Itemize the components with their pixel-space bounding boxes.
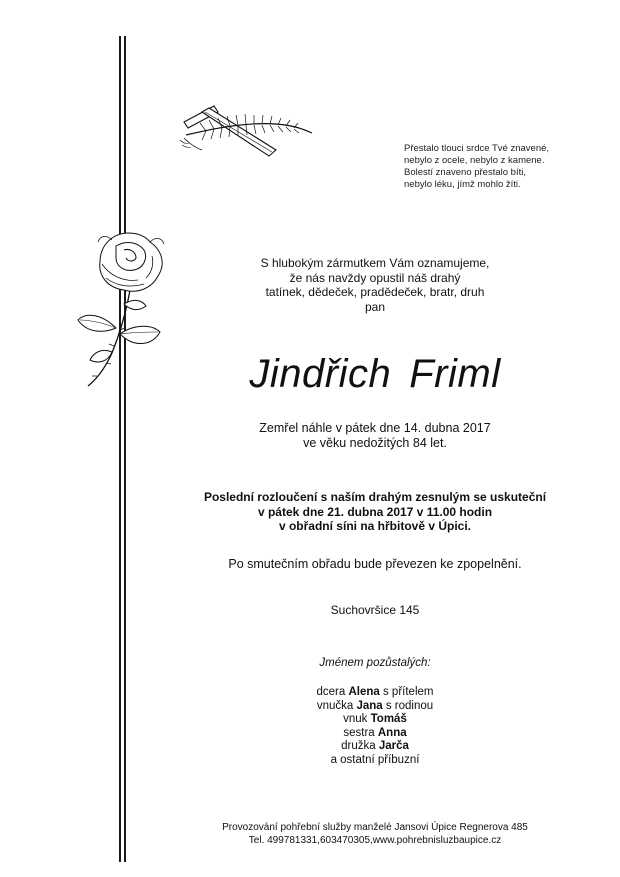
rose-icon xyxy=(72,228,172,388)
poem-line: Přestalo tlouci srdce Tvé znavené, xyxy=(404,143,550,154)
funeral-info xyxy=(160,490,590,534)
relative-entry: dcera Alena s přítelem xyxy=(316,686,434,698)
footer-contact: Tel. 499781331,603470305,www.pohrebnisluzbaupice.cz xyxy=(248,835,502,846)
relative-entry: sestra Anna xyxy=(343,726,407,739)
on-behalf-heading: Jménem pozůstalých: xyxy=(319,657,431,669)
deceased-first-name: Jindřich xyxy=(249,352,392,396)
deceased-last-name: Friml xyxy=(409,352,501,396)
relatives-list xyxy=(160,686,590,768)
footer-company: Provozování pohřební služby manželé Jansovi Úpice Regnerova 485 xyxy=(222,822,528,833)
cross-with-palm-icon xyxy=(176,100,316,165)
funeral-line: v obřadní síni na hřbitově v Úpici. xyxy=(278,519,472,533)
intro-line: tatínek, dědeček, pradědeček, bratr, druh xyxy=(265,285,485,299)
cremation-note: Po smutečním obřadu bude převezen ke zpopelnění. xyxy=(228,557,522,571)
relative-entry: družka Jarča xyxy=(341,740,409,753)
death-info xyxy=(160,421,590,451)
death-line: ve věku nedožitých 84 let. xyxy=(303,436,447,450)
funeral-line: v pátek dne 21. dubna 2017 v 11.00 hodin xyxy=(257,504,493,519)
relative-entry: vnučka Jana s rodinou xyxy=(316,699,434,712)
mourning-line-right xyxy=(124,36,126,862)
death-line: Zemřel náhle v pátek dne 14. dubna 2017 xyxy=(259,421,491,435)
intro-line: že nás navždy opustil náš drahý xyxy=(289,270,461,285)
poem-line: Bolestí znaveno přestalo bíti, xyxy=(404,167,526,178)
intro-line: S hlubokým zármutkem Vám oznamujeme, xyxy=(260,256,490,270)
deceased-name xyxy=(160,350,590,398)
funeral-service-footer xyxy=(160,821,590,847)
intro-line: pan xyxy=(364,299,386,314)
address: Suchovršice 145 xyxy=(330,603,420,617)
funeral-line: Poslední rozloučení s naším drahým zesnulým se uskuteční xyxy=(203,490,547,504)
memorial-poem xyxy=(404,143,549,191)
poem-line: nebylo z ocele, nebylo z kamene. xyxy=(404,155,545,166)
relative-entry: vnuk Tomáš xyxy=(343,713,407,726)
relative-entry: a ostatní příbuzní xyxy=(330,753,420,766)
mourning-line-left xyxy=(119,36,121,862)
announcement-intro xyxy=(160,256,590,314)
poem-line: nebylo léku, jímž mohlo žíti. xyxy=(404,179,521,190)
